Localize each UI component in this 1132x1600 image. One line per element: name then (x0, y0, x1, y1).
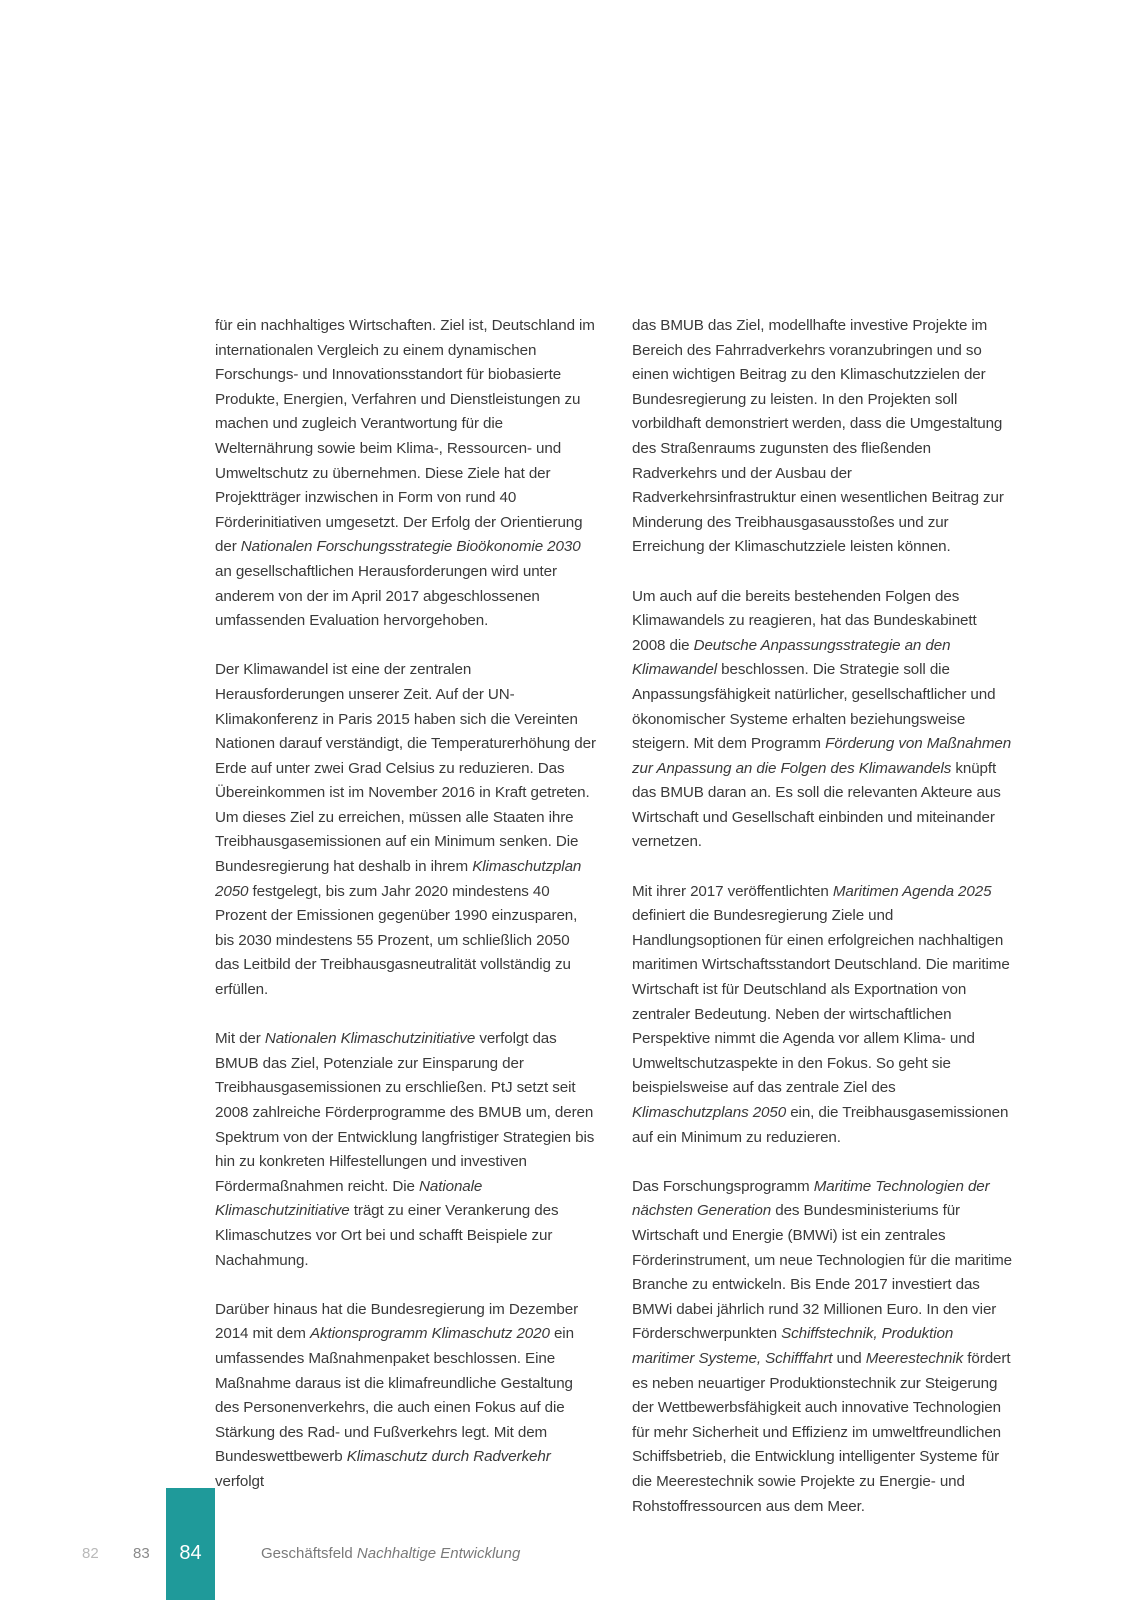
italic-text: Nationale Klimaschutzinitiative (215, 1177, 483, 1220)
paragraph (632, 314, 1014, 560)
section-label-name: Nachhaltige Entwicklung (356, 1545, 521, 1562)
paragraph (632, 1175, 1014, 1519)
text-run: beschlossen. Die Strategie soll die Anpassungsfähigkeit natürlicher, gesellschaftlicher und ökonomischer Systeme erhalten beziehungsweise steigern. Mit dem Programm (632, 661, 996, 753)
text-run: Um auch auf die bereits bestehenden Folgen des Klimawandels zu reagieren, hat das Bundeskabinett 2008 die (632, 587, 977, 654)
italic-text: Deutsche Anpassungsstrategie an den Klimawandel (632, 636, 951, 679)
text-run: an gesellschaftlichen Herausforderungen wird unter anderem von der im April 2017 abgeschlossenen umfassenden Evaluation hervorgehoben. (215, 562, 557, 630)
text-run: fördert es neben neuartiger Produktionstechnik zur Steigerung der Wettbewerbsfähigkeit auch innovative Technologien für mehr Sicherheit und Effizienz im umweltfreundlichen Schiffsbetrieb, die Entwicklung intelligenter Systeme für die Meerestechnik sowie Projekte zu Energie- und Rohstoffressourcen aus dem Meer. (632, 1349, 1011, 1515)
text-run: knüpft das BMUB daran an. Es soll die relevanten Akteure aus Wirtschaft und Gesellschaft einbinden und miteinander vernetzen. (632, 759, 1001, 851)
paragraph (215, 1027, 597, 1273)
italic-text: Nationalen Forschungsstrategie Bioökonomie 2030 (240, 538, 581, 556)
text-run: definiert die Bundesregierung Ziele und Handlungsoptionen für einen erfolgreichen nachhaltigen maritimen Wirtschaftsstandort Deutschland. Die maritime Wirtschaft ist für Deutschland als Exportnation von zentraler Bedeutung. Neben der wirtschaftlichen Perspektive nimmt die Agenda vor allem Klima- und Umweltschutzaspekte in den Fokus. So geht sie beispielsweise auf das zentrale Ziel des (632, 907, 1010, 1097)
section-label-prefix: Geschäftsfeld (261, 1545, 357, 1562)
text-run: trägt zu einer Verankerung des Klimaschutzes vor Ort bei und schafft Beispiele zur Nachahmung. (215, 1202, 559, 1269)
text-run: des Bundesministeriums für Wirtschaft und Energie (BMWi) ist ein zentrales Förderinstrument, um neue Technologien für die maritime Branche zu entwickeln. Bis Ende 2017 investiert das BMWi dabei jährlich rund 32 Millionen Euro. In den vier Förderschwerpunkten (632, 1202, 1013, 1343)
page-footer (0, 1488, 1132, 1600)
text-run: Mit der (215, 1030, 265, 1048)
text-run: verfolgt (215, 1472, 265, 1490)
right-text-column (632, 314, 1014, 1544)
italic-text: Aktionsprogramm Klimaschutz 2020 (309, 1325, 550, 1343)
italic-text: Meerestechnik (865, 1349, 964, 1367)
italic-text: Maritime Technologien der nächsten Generation (632, 1177, 990, 1220)
italic-text: Klimaschutz durch Radverkehr (346, 1448, 551, 1466)
text-run: für ein nachhaltiges Wirtschaften. Ziel ist, Deutschland im internationalen Vergleich zu einem dynamischen Forschungs- und Innovationsstandort für biobasierte Produkte, Energien, Verfahren und Dienstleistungen zu machen und zugleich Verantwortung für die Welternährung sowie beim Klima-, Ressourcen- und Umweltschutz zu übernehmen. Diese Ziele hat der Projektträger inzwischen in Form von rund 40 Förderinitiativen umgesetzt. Der Erfolg der Orientierung der (215, 317, 595, 556)
left-text-column (215, 314, 597, 1519)
italic-text: Schiffstechnik, Produktion maritimer Systeme, Schifffahrt (632, 1325, 954, 1367)
paragraph (215, 314, 597, 634)
text-run: ein umfassendes Maßnahmenpaket beschlossen. Eine Maßnahme daraus ist die klimafreundliche Gestaltung des Personenverkehrs, die auch einen Fokus auf die Stärkung des Rad- und Fußverkehrs legt. Mit dem Bundeswettbewerb (215, 1325, 574, 1466)
italic-text: Klimaschutzplan 2050 (215, 858, 582, 900)
text-run: das BMUB das Ziel, modellhafte investive Projekte im Bereich des Fahrradverkehrs voranzubringen und so einen wichtigen Beitrag zu den Klimaschutzzielen der Bundesregierung zu leisten. In den Projekten soll vorbildhaft demonstriert werden, dass die Umgestaltung des Straßenraums zugunsten des fließenden Radverkehrs und der Ausbau der Radverkehrsinfrastruktur einen wesentlichen Beitrag zur Minderung des Treibhausgasausstoßes und zur Erreichung der Klimaschutzziele leisten können. (632, 317, 1004, 556)
paragraph (215, 658, 597, 1002)
current-page-number: 84 (179, 1542, 202, 1564)
text-run: und (832, 1349, 866, 1367)
page-link-83[interactable]: 83 (133, 1545, 150, 1562)
paragraph (215, 1298, 597, 1495)
text-run: Darüber hinaus hat die Bundesregierung im Dezember 2014 mit dem (215, 1300, 579, 1343)
text-run: verfolgt das BMUB das Ziel, Potenziale zur Einsparung der Treibhausgasemissionen zu erschließen. PtJ setzt seit 2008 zahlreiche Förderprogramme des BMUB um, deren Spektrum von der Entwicklung langfristiger Strategien bis hin zu konkreten Hilfestellungen und investiven Fördermaßnahmen reicht. Die (215, 1030, 595, 1195)
text-run: Mit ihrer 2017 veröffentlichten (632, 882, 833, 900)
text-run: Der Klimawandel ist eine der zentralen Herausforderungen unserer Zeit. Auf der UN-Klimakonferenz in Paris 2015 haben sich die Vereinten Nationen darauf verständigt, die Temperaturerhöhung der Erde auf unter zwei Grad Celsius zu reduzieren. Das Übereinkommen ist im November 2016 in Kraft getreten. Um dieses Ziel zu erreichen, müssen alle Staaten ihre Treibhausgasemissionen auf ein Minimum senken. Die Bundesregierung hat deshalb in ihrem (215, 661, 596, 876)
section-label (261, 1544, 520, 1564)
page-link-82[interactable]: 82 (82, 1545, 99, 1562)
italic-text: Nationalen Klimaschutzinitiative (264, 1030, 476, 1048)
text-run: Das Forschungsprogramm (632, 1177, 814, 1195)
paragraph (632, 585, 1014, 856)
current-page-marker (166, 1488, 215, 1600)
italic-text: Förderung von Maßnahmen zur Anpassung an die Folgen des Klimawandels (632, 735, 1012, 777)
italic-text: Klimaschutzplans 2050 (632, 1104, 787, 1121)
paragraph (632, 880, 1014, 1151)
text-run: festgelegt, bis zum Jahr 2020 mindestens 40 Prozent der Emissionen gegenüber 1990 einzusparen, bis 2030 mindestens 55 Prozent, um schließlich 2050 das Leitbild der Treibhausgasneutralität vollständig zu erfüllen. (215, 882, 578, 999)
text-run: ein, die Treibhausgasemissionen auf ein Minimum zu reduzieren. (632, 1104, 1009, 1146)
italic-text: Maritimen Agenda 2025 (832, 882, 992, 900)
